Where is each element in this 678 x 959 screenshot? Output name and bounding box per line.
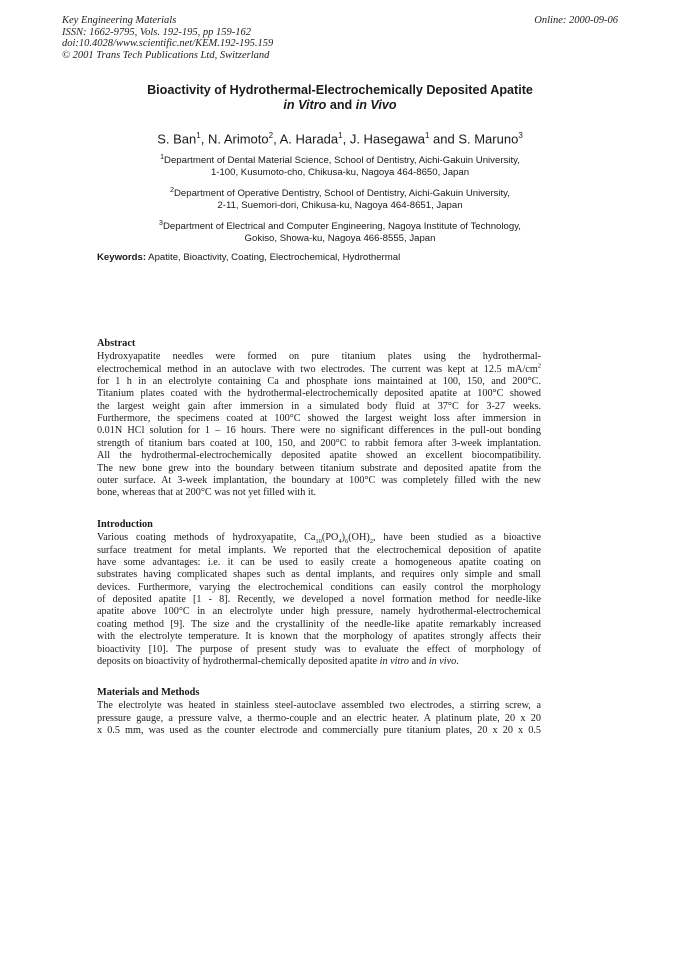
text-line: Titanium plates coated with the hydrothermal-electrochemically deposited apatite at 100°C showed	[97, 388, 541, 400]
author: , J. Hasegawa	[342, 131, 425, 147]
affiliation	[62, 218, 618, 246]
text-line: for 1 h in an electrolyte containing Ca and phosphate ions maintained at 100, 150, and 200°C.	[97, 376, 541, 388]
affiliation-line: Department of Operative Dentistry, School of Dentistry, Aichi-Gakuin University,	[174, 187, 510, 199]
introduction-section	[97, 519, 541, 668]
text-line: All the hydrothermal-electrochemically deposited apatite showed an excellent biocompatibility.	[97, 450, 541, 462]
text-line: 0.01N HCl solution for 1 – 16 hours. There were no significant differences in the pull-out bonding	[97, 425, 541, 437]
text-line: of deposited apatite [1 - 8]. Recently, we developed a novel formation method for needle-like	[97, 594, 541, 606]
keywords-text: Apatite, Bioactivity, Coating, Electrochemical, Hydrothermal	[146, 252, 401, 263]
text-line: apatite above 100°C in an electrolyte under high pressure, namely hydrothermal-electrochemical	[97, 606, 541, 618]
author: , N. Arimoto	[200, 131, 269, 147]
text-line: bone, whereas that at 200°C was not yet filled with it.	[97, 487, 317, 499]
affiliation-address: 1-100, Kusumoto-cho, Chikusa-ku, Nagoya 464-8650, Japan	[210, 167, 470, 179]
issn-line: ISSN: 1662-9795, Vols. 192-195, pp 159-162	[62, 26, 251, 38]
text-line: deposits on bioactivity of hydrothermal-chemically deposited apatite in vitro and in vivo.	[97, 655, 459, 667]
author: , A. Harada	[273, 131, 339, 147]
author-affil-marker: 3	[518, 131, 523, 140]
abstract-text	[97, 351, 541, 499]
text-line: Various coating methods of hydroxyapatite, $Ca_{10}(PO_4)_6(OH)_2$, have been studied as a bioactive	[97, 532, 541, 546]
doi-line: doi:10.4028/www.scientific.net/KEM.192-195.159	[62, 38, 274, 50]
introduction-text	[97, 532, 541, 668]
affiliations	[62, 152, 618, 250]
title-line-1: Bioactivity of Hydrothermal-Electrochemically Deposited Apatite	[147, 83, 533, 97]
affiliation-address: 2-11, Suemori-dori, Chikusa-ku, Nagoya 464-8651, Japan	[217, 200, 463, 212]
methods-text	[97, 700, 541, 737]
text-line: The new bone grew into the boundary between titanium substrate and deposited apatite from the	[97, 462, 541, 474]
text-line: with the electrolyte temperature. It is known that the morphology of apatites strongly affects their	[97, 631, 541, 643]
title-in-vitro: in Vitro	[283, 98, 327, 112]
affiliation-number: 2	[170, 186, 174, 194]
keywords	[97, 252, 617, 264]
text-line: substrates having complicated shapes such as dental implants, and requires only simple and small	[97, 569, 541, 581]
author-affil-marker: 2	[268, 131, 274, 140]
text-line: the largest weight gain after immersion in a simulated body fluid at 37°C for 3-27 weeks.	[97, 400, 541, 412]
introduction-heading: Introduction	[97, 519, 153, 530]
journal-name: Key Engineering Materials	[62, 15, 177, 26]
title-line-2	[62, 98, 618, 113]
text-line: Hydroxyapatite needles were formed on pure titanium plates using the hydrothermal-	[97, 351, 541, 363]
author: and S. Maruno	[429, 131, 519, 147]
methods-section	[97, 687, 541, 737]
affiliation-line: Department of Electrical and Computer Engineering, Nagoya Institute of Technology,	[162, 220, 521, 232]
text-line: The electrolyte was heated in stainless steel-autoclave assembled two electrodes, a stirring screw, a	[97, 700, 541, 712]
affiliation-number: 1	[160, 154, 165, 161]
online-date: Online: 2000-09-06	[534, 15, 618, 26]
text-line: electrochemical method in an autoclave with two electrodes. The current was kept at 12.5 $mA/cm^2$	[97, 362, 541, 375]
keywords-label: Keywords:	[97, 252, 147, 263]
affiliation-address: Gokiso, Showa-ku, Nagoya 466-8555, Japan	[244, 233, 436, 245]
text-line: Furthermore, the specimens coated at 100°C showed the largest weight loss after immersion in	[97, 413, 541, 425]
text-line: outer surface. At 3-week implantation, the boundary at 100°C was completely filled with the new	[97, 474, 541, 486]
affiliation-number: 3	[159, 219, 163, 227]
paper-title	[62, 83, 618, 113]
text-line: have some advantages: i.e. it can be used to easily create a homogeneous apatite coating on	[97, 557, 541, 569]
text-line: devices. Furthermore, varying the electrochemical conditions can easily control the morphology	[97, 581, 541, 593]
journal-header	[62, 15, 618, 61]
title-and: and	[326, 98, 356, 112]
text-line: strength of titanium bars coated at 100, 150, and 200°C to rabbit femora after 3-week implantation.	[97, 437, 541, 449]
superscript: 2	[537, 362, 541, 370]
affiliation	[62, 185, 618, 213]
author-affil-marker: 1	[424, 131, 430, 140]
copyright-line: © 2001 Trans Tech Publications Ltd, Switzerland	[62, 49, 270, 61]
text-line: x 0.5 mm, was used as the counter electrode and commercially pure titanium plates, 20 x 20 x 0.5	[97, 725, 541, 737]
methods-heading: Materials and Methods	[97, 687, 200, 698]
author: S. Ban	[157, 131, 197, 147]
affiliation-line: Department of Dental Material Science, School of Dentistry, Aichi-Gakuin University,	[164, 155, 520, 167]
author-affil-marker: 1	[338, 131, 343, 140]
text-line: pressure gauge, a pressure valve, a thermo-couple and an electric heater. A platinum plate, 20 x 20	[97, 712, 541, 724]
text-line: coating method [9]. The size and the crystallinity of the needle-like apatite remarkably increased	[97, 618, 541, 630]
text-line: bioactivity [10]. The purpose of present study was to evaluate the effect of morphology of	[97, 643, 541, 655]
author-list	[62, 128, 618, 147]
title-in-vivo: in Vivo	[355, 98, 397, 112]
affiliation	[62, 152, 618, 180]
author-affil-marker: 1	[196, 131, 201, 140]
abstract-section	[97, 338, 541, 500]
abstract-heading: Abstract	[97, 338, 136, 349]
text-line: surface treatment for metal implants. We reported that the electrochemical deposition of apatite	[97, 544, 541, 556]
